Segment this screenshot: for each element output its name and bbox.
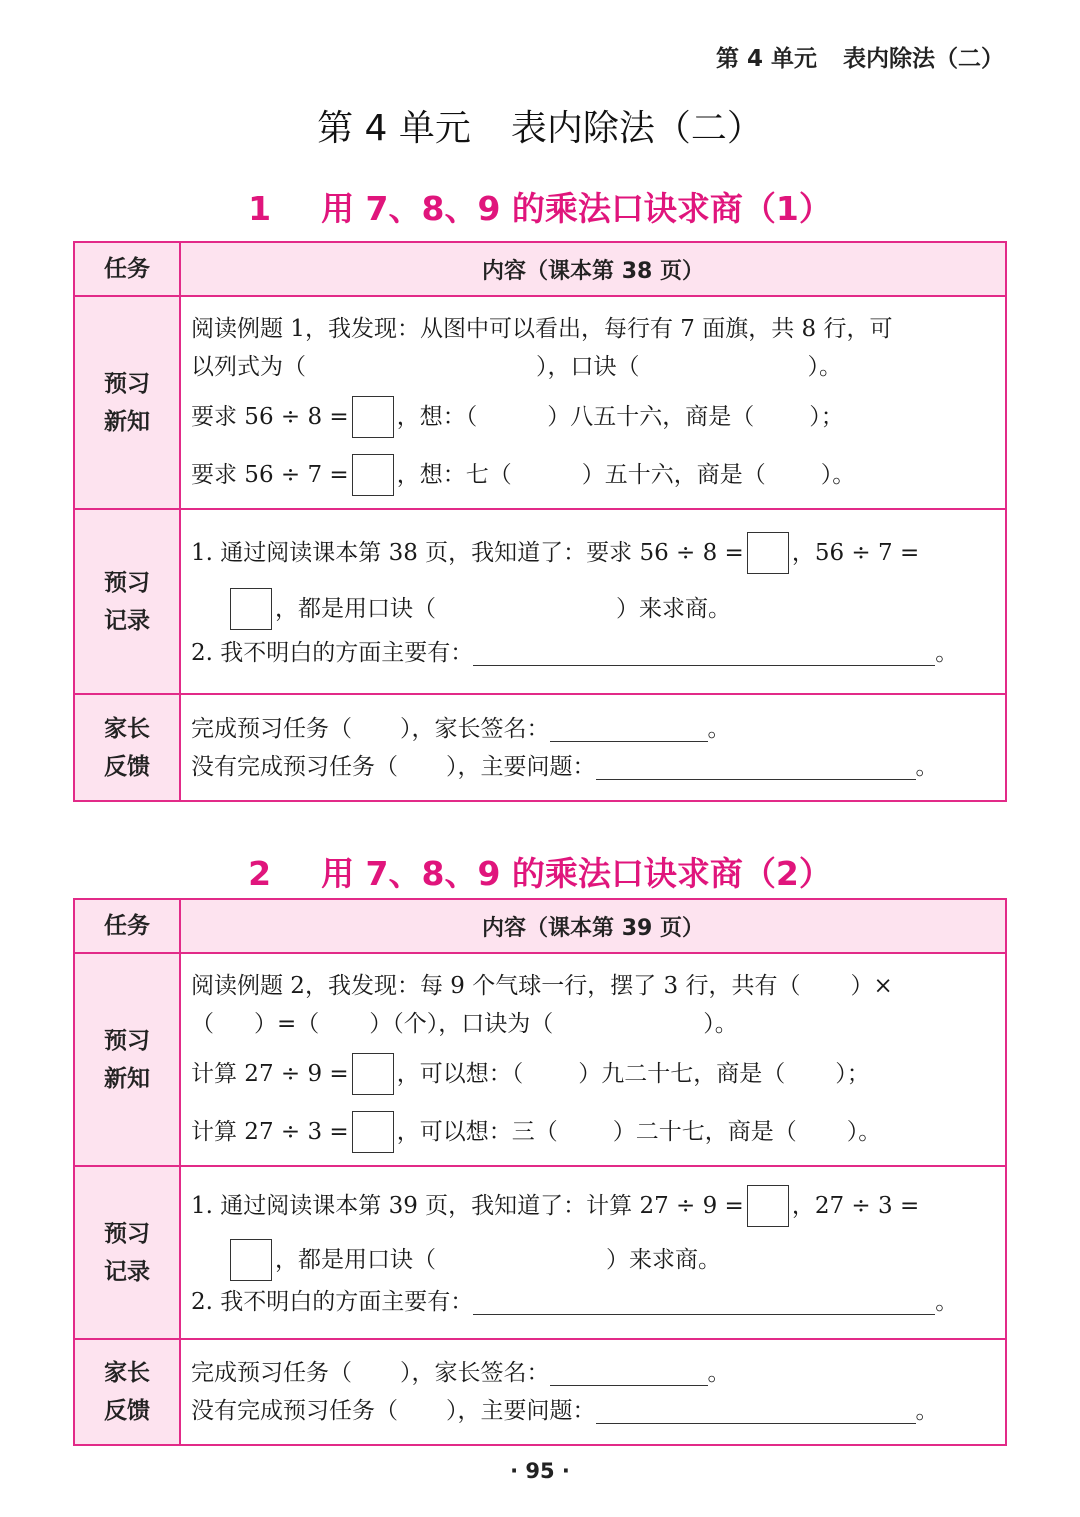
preview-new-line-4: 要求 56 ÷ 7 = ，想：七（ ）五十六，商是（ ）。 [191,454,991,496]
problem-blank[interactable] [596,1398,916,1424]
preview-record-line-2: ，都是用口诀（ ）来求商。 [191,588,991,630]
preview-new-line-4: 计算 27 ÷ 3 = ，可以想：三（ ）二十七，商是（ ）。 [191,1111,991,1153]
page-number: · 95 · [510,1459,570,1483]
signature-blank[interactable] [550,716,708,742]
answer-box[interactable] [747,532,789,574]
preview-record-label: 预习记录 [74,1166,180,1339]
preview-record-content [180,1166,1006,1339]
running-header [716,40,1004,73]
parent-feedback-content [180,694,1006,801]
running-header-unit: 第 4 单元 [715,46,817,72]
lesson-1-table [73,241,1007,802]
preview-record-line-3: 2. 我不明白的方面主要有： 。 [191,639,959,666]
preview-record-content [180,509,1006,694]
preview-new-content [180,296,1006,509]
lesson-2-title [0,848,1080,895]
preview-new-line-2: （ ）=（ ）（个），口诀为（ ）。 [191,1010,738,1037]
answer-box[interactable] [352,454,394,496]
lesson-1-number: 1 [248,189,272,228]
preview-new-line-1: 阅读例题 1，我发现：从图中可以看出，每行有 7 面旗，共 8 行，可 [191,315,893,342]
preview-new-label: 预习新知 [74,953,180,1166]
lesson-1-title-text: 用 7、8、9 的乘法口诀求商（1） [321,189,832,228]
parent-feedback-label: 家长反馈 [74,1339,180,1445]
answer-box[interactable] [352,1111,394,1153]
parent-feedback-line-1: 完成预习任务（ ），家长签名： 。 [191,1360,731,1386]
content-header: 内容（课本第 38 页） [180,242,1006,296]
content-header: 内容（课本第 39 页） [180,899,1006,953]
answer-box[interactable] [352,1053,394,1095]
lesson-1-title [0,183,1080,230]
lesson-2-number: 2 [248,854,272,893]
preview-new-label: 预习新知 [74,296,180,509]
answer-box[interactable] [352,396,394,438]
running-header-topic: 表内除法（二） [843,46,1004,72]
preview-new-line-3: 计算 27 ÷ 9 = ，可以想：（ ）九二十七，商是（ ）； [191,1053,991,1095]
unit-title-unit: 第 4 单元 [317,108,471,149]
preview-record-line-3: 2. 我不明白的方面主要有： 。 [191,1288,959,1315]
task-header: 任务 [74,899,180,953]
signature-blank[interactable] [550,1360,708,1386]
preview-new-line-3: 要求 56 ÷ 8 = ，想：（ ）八五十六，商是（ ）； [191,396,991,438]
question-blank[interactable] [473,1289,935,1315]
lesson-2-title-text: 用 7、8、9 的乘法口诀求商（2） [321,854,832,893]
preview-record-label: 预习记录 [74,509,180,694]
problem-blank[interactable] [596,754,916,780]
parent-feedback-line-2: 没有完成预习任务（ ），主要问题： 。 [191,1398,939,1424]
preview-record-line-1: 1. 通过阅读课本第 38 页，我知道了：要求 56 ÷ 8 = ，56 ÷ 7 = [191,532,991,574]
unit-title-topic: 表内除法（二） [510,108,763,149]
parent-feedback-label: 家长反馈 [74,694,180,801]
answer-box[interactable] [230,588,272,630]
preview-new-line-1: 阅读例题 2，我发现：每 9 个气球一行，摆了 3 行，共有（ ）× [191,972,893,999]
preview-record-line-1: 1. 通过阅读课本第 39 页，我知道了：计算 27 ÷ 9 = ，27 ÷ 3 = [191,1185,991,1227]
task-header: 任务 [74,242,180,296]
question-blank[interactable] [473,640,935,666]
lesson-2-table [73,898,1007,1446]
answer-box[interactable] [747,1185,789,1227]
preview-new-line-2: 以列式为（ ），口诀（ ）。 [191,353,842,380]
parent-feedback-line-1: 完成预习任务（ ），家长签名： 。 [191,715,731,742]
parent-feedback-line-2: 没有完成预习任务（ ），主要问题： 。 [191,753,939,780]
unit-title [0,100,1080,151]
answer-box[interactable] [230,1239,272,1281]
parent-feedback-content [180,1339,1006,1445]
preview-new-content [180,953,1006,1166]
preview-record-line-2: ，都是用口诀（ ）来求商。 [191,1239,991,1281]
